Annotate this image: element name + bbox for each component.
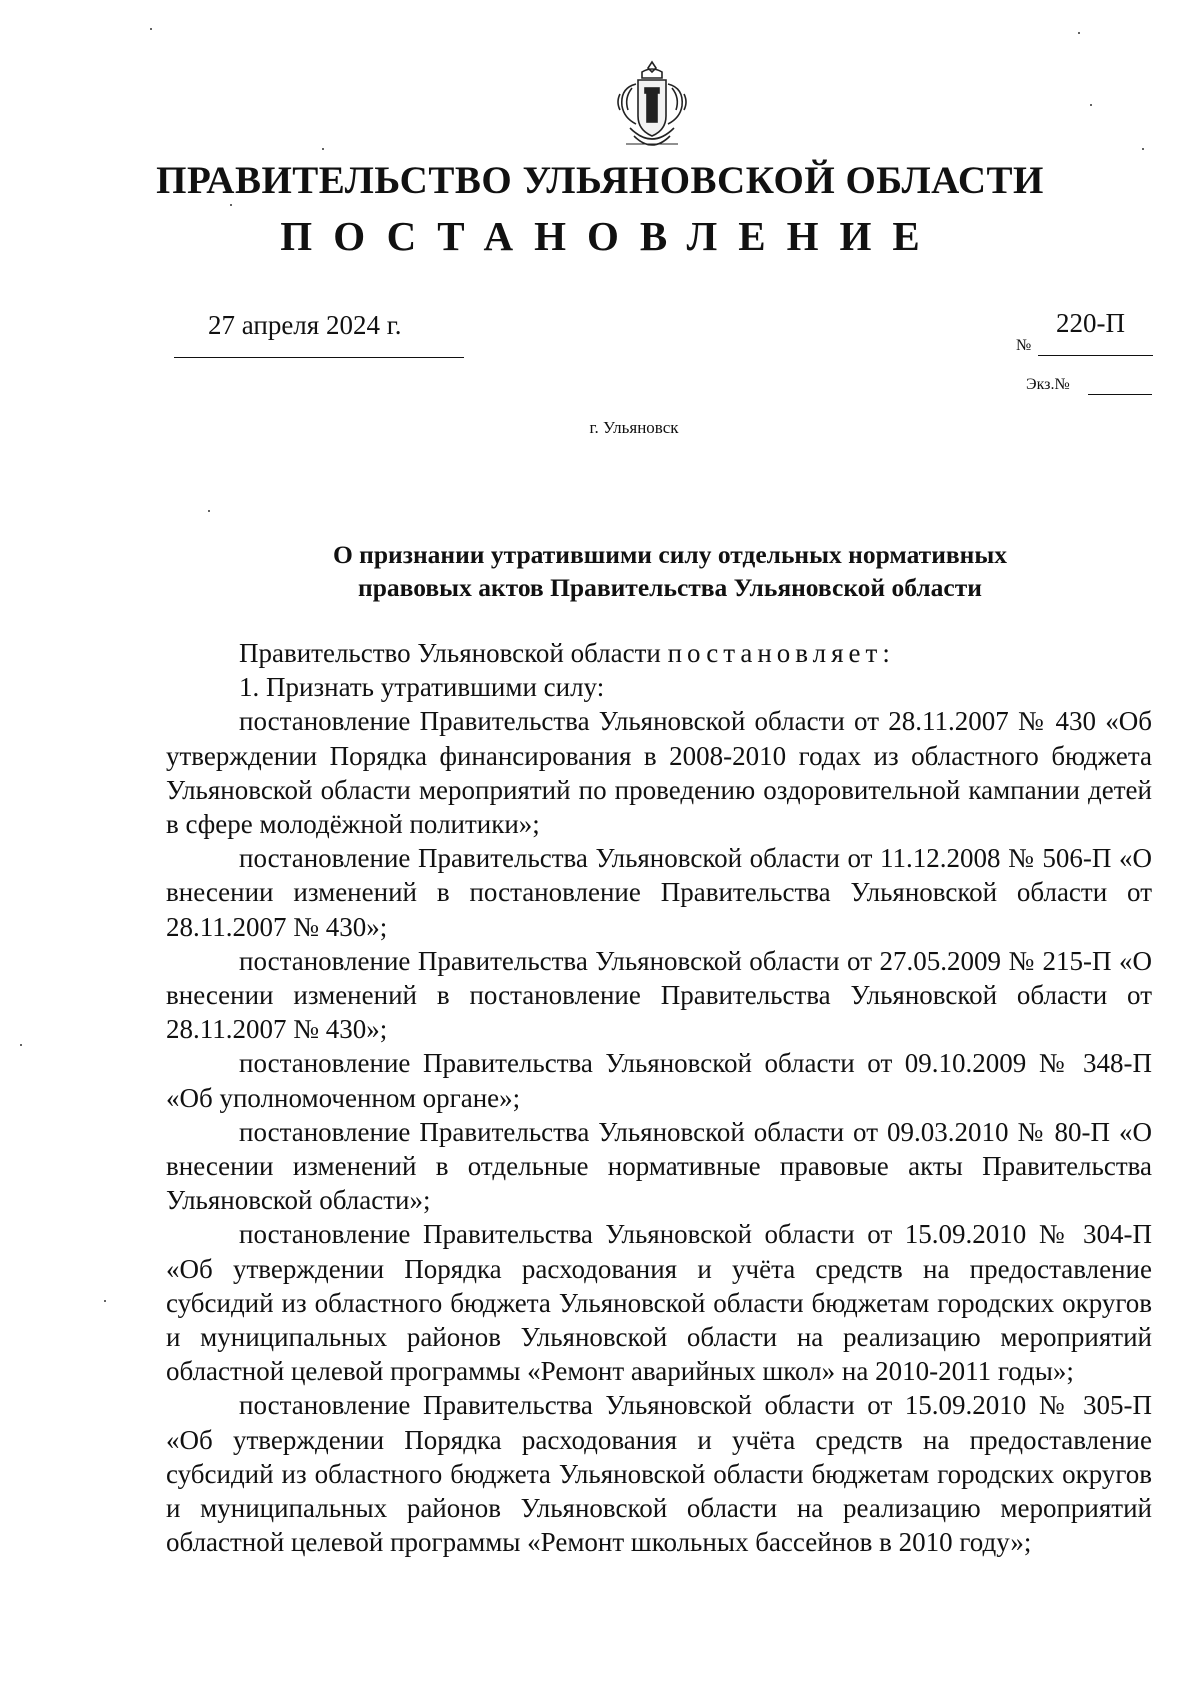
intro-prefix: Правительство Ульяновской области	[239, 638, 668, 668]
subject-line-2: правовых актов Правительства Ульяновской области	[358, 573, 982, 602]
copy-number-label: Экз.№	[1026, 376, 1070, 393]
document-body	[166, 636, 1152, 1559]
intro-decree-word: постановляет:	[667, 638, 895, 668]
organization-title: ПРАВИТЕЛЬСТВО УЛЬЯНОВСКОЙ ОБЛАСТИ	[156, 159, 1044, 202]
repealed-act-item: постановление Правительства Ульяновской области от 15.09.2010 № 304-П «Об утверждении Порядка расходования и учёта средств на предоставление субсидий из областного бюджета Ульяновской области бюджетам городских округов и муниципальных районов Ульяновской области на реализацию мероприятий областной целевой программы «Ремонт аварийных школ» на 2010-2011 годы»;	[166, 1219, 1152, 1387]
scan-speck	[208, 510, 210, 512]
document-number: 220-П	[1056, 308, 1125, 338]
number-sign: №	[1016, 337, 1032, 354]
subject-line-1: О признании утратившими силу отдельных нормативных	[332, 540, 1008, 569]
document-type-title: ПОСТАНОВЛЕНИЕ	[280, 213, 941, 259]
document-date: 27 апреля 2024 г.	[208, 310, 402, 340]
copy-number-underline	[1088, 394, 1152, 395]
intro-paragraph	[166, 636, 1152, 670]
scan-speck	[20, 1044, 22, 1046]
document-subject	[170, 538, 1170, 604]
scan-speck	[230, 204, 232, 206]
repealed-act-item: постановление Правительства Ульяновской области от 11.12.2008 № 506-П «О внесении изменений в постановление Правительства Ульяновской области от 28.11.2007 № 430»;	[166, 843, 1152, 942]
coat-of-arms-icon	[612, 58, 692, 158]
scan-speck	[1142, 148, 1144, 150]
repealed-act-item: постановление Правительства Ульяновской области от 09.10.2009 № 348-П «Об уполномоченном органе»;	[166, 1048, 1152, 1113]
scan-speck	[1078, 32, 1080, 34]
city-label: г. Ульяновск	[589, 418, 679, 437]
repealed-act-item: постановление Правительства Ульяновской области от 27.05.2009 № 215-П «О внесении изменений в постановление Правительства Ульяновской области от 28.11.2007 № 430»;	[166, 945, 1152, 1045]
scan-speck	[322, 148, 324, 150]
number-underline	[1038, 355, 1153, 356]
date-underline	[174, 357, 464, 358]
scan-speck	[150, 28, 152, 30]
repealed-act-item: постановление Правительства Ульяновской области от 09.03.2010 № 80-П «О внесении изменений в отдельные нормативные правовые акты Правительства Ульяновской области»;	[166, 1116, 1152, 1216]
clause-1: 1. Признать утратившими силу:	[239, 672, 605, 703]
scan-speck	[104, 1300, 106, 1302]
repealed-act-item: постановление Правительства Ульяновской области от 28.11.2007 № 430 «Об утверждении Порядка финансирования в 2008-2010 годах из областного бюджета Ульяновской области мероприятий по проведению оздоровительной кампании детей в сфере молодёжной политики»;	[166, 706, 1152, 840]
repealed-act-item: постановление Правительства Ульяновской области от 15.09.2010 № 305-П «Об утверждении Порядка расходования и учёта средств на предоставление субсидий из областного бюджета Ульяновской области бюджетам городских округов и муниципальных районов Ульяновской области на реализацию мероприятий областной целевой программы «Ремонт школьных бассейнов в 2010 году»;	[166, 1390, 1152, 1558]
scan-speck	[1090, 104, 1092, 106]
